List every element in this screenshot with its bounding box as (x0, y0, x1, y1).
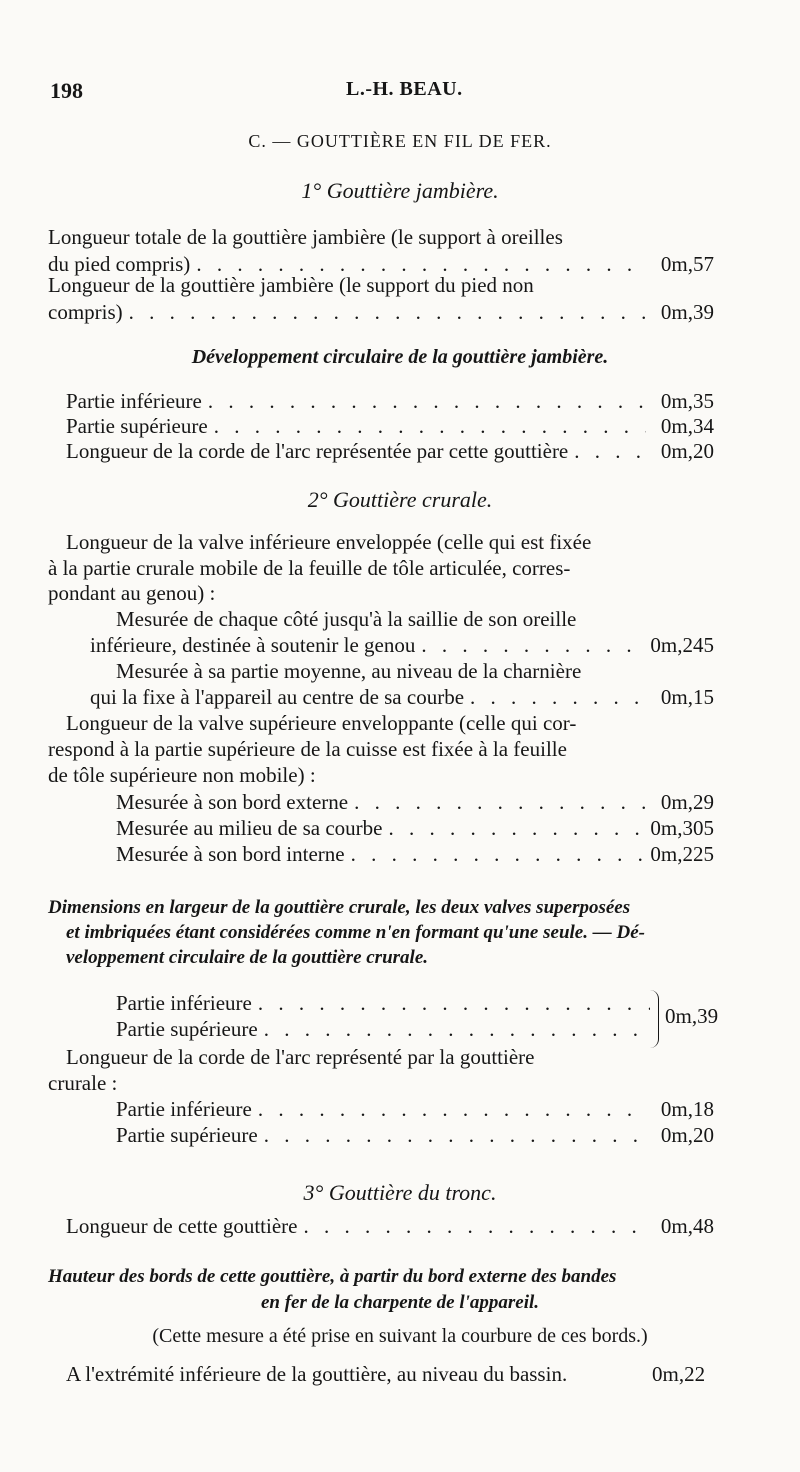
text-line: Longueur de la corde de l'arc représenté par la gouttière (66, 1045, 535, 1069)
measure-row (116, 816, 714, 841)
measure-label: Partie inférieure (116, 991, 252, 1015)
text-line: Mesurée de chaque côté jusqu'à la saillie de son oreille (116, 607, 577, 631)
measure-label: Mesurée à son bord interne (116, 842, 345, 866)
measure-label: Mesurée au milieu de sa courbe (116, 816, 383, 840)
text-line: Longueur de la valve inférieure enveloppée (celle qui est fixée (66, 530, 592, 554)
measure-label: Partie inférieure (66, 389, 202, 413)
measure-value: 0m,225 (650, 842, 714, 866)
measure-label: Partie supérieure (116, 1017, 258, 1041)
measure-label: inférieure, destinée à soutenir le genou (90, 633, 416, 657)
measure-row (66, 439, 714, 464)
measure-label: qui la fixe à l'appareil au centre de sa courbe (90, 685, 465, 709)
measure-value: 0m,35 (660, 389, 714, 413)
measure-value: 0m,34 (660, 414, 714, 438)
measure-row (116, 842, 714, 867)
measure-value: 0m,57 (660, 252, 714, 276)
text-line: Mesurée à sa partie moyenne, au niveau de la charnière (116, 659, 582, 683)
measure-value: 0m,39 (660, 300, 714, 324)
measure-row (116, 1123, 714, 1148)
text-line: de tôle supérieure non mobile) : (48, 763, 316, 787)
subheading-developpement: Développement circulaire de la gouttière jambière. (191, 346, 609, 368)
italic-heading-line: et imbriquées étant considérées comme n'en formant qu'une seule. — Dé- (66, 922, 645, 943)
measure-row (116, 991, 650, 1016)
measure-row (116, 790, 714, 815)
measure-label: Partie inférieure (116, 1097, 252, 1121)
measure-row (66, 1214, 714, 1239)
italic-heading-line: veloppement circulaire de la gouttière crurale. (66, 947, 429, 968)
measure-value: 0m,22 (652, 1362, 706, 1386)
measure-row (48, 300, 714, 325)
italic-heading-line: Hauteur des bords de cette gouttière, à partir du bord externe des bandes (48, 1266, 617, 1287)
measure-value: 0m,18 (660, 1097, 714, 1121)
text-line: pondant au genou) : (48, 581, 216, 605)
section-title: C. — GOUTTIÈRE EN FIL DE FER. (248, 131, 552, 151)
measure-value: 0m,20 (660, 439, 714, 463)
measure-label: Partie supérieure (116, 1123, 258, 1147)
final-label: A l'extrémité inférieure de la gouttière, au niveau du bassin. (66, 1362, 568, 1386)
subheading-crurale: 2° Gouttière crurale. (307, 487, 493, 512)
measure-label: compris) (48, 300, 123, 324)
page-number: 198 (50, 78, 83, 103)
text-line: à la partie crurale mobile de la feuille de tôle articulée, corres- (48, 556, 571, 580)
subheading-tronc: 3° Gouttière du tronc. (303, 1180, 497, 1205)
measure-row (66, 389, 714, 414)
measure-value: 0m,29 (660, 790, 714, 814)
text-line: Longueur totale de la gouttière jambière (le support à oreilles (48, 225, 563, 249)
italic-heading-line: en fer de la charpente de l'appareil. (260, 1292, 540, 1313)
measure-label: Mesurée à son bord externe (116, 790, 349, 814)
text-line: crurale : (48, 1071, 118, 1095)
measure-value: 0m,245 (650, 633, 714, 657)
measure-label: Longueur de cette gouttière (66, 1214, 298, 1238)
measure-value: 0m,39 (665, 1004, 719, 1028)
measure-label: Longueur de la corde de l'arc représentée par cette gouttière (66, 439, 569, 463)
measure-row (116, 1017, 650, 1042)
measure-row (90, 685, 714, 710)
text-line: Longueur de la gouttière jambière (le support du pied non (48, 273, 534, 297)
measure-label: du pied compris) (48, 252, 191, 276)
measure-row (66, 414, 714, 439)
measure-value: 0m,20 (660, 1123, 714, 1147)
measure-row (90, 633, 714, 658)
italic-heading-line: Dimensions en largeur de la gouttière crurale, les deux valves superposées (48, 897, 631, 918)
subheading-jambiere: 1° Gouttière jambière. (301, 178, 499, 203)
measure-value: 0m,15 (660, 685, 714, 709)
text-line: Longueur de la valve supérieure enveloppante (celle qui cor- (66, 711, 577, 735)
measure-row (116, 1097, 714, 1122)
measure-label: Partie supérieure (66, 414, 208, 438)
text-line: respond à la partie supérieure de la cuisse est fixée à la feuille (48, 737, 567, 761)
note-line: (Cette mesure a été prise en suivant la courbure de ces bords.) (152, 1325, 648, 1347)
brace-icon (650, 990, 659, 1048)
measure-value: 0m,48 (660, 1214, 714, 1238)
running-header: L.-H. BEAU. (346, 78, 463, 100)
measure-value: 0m,305 (650, 816, 714, 840)
